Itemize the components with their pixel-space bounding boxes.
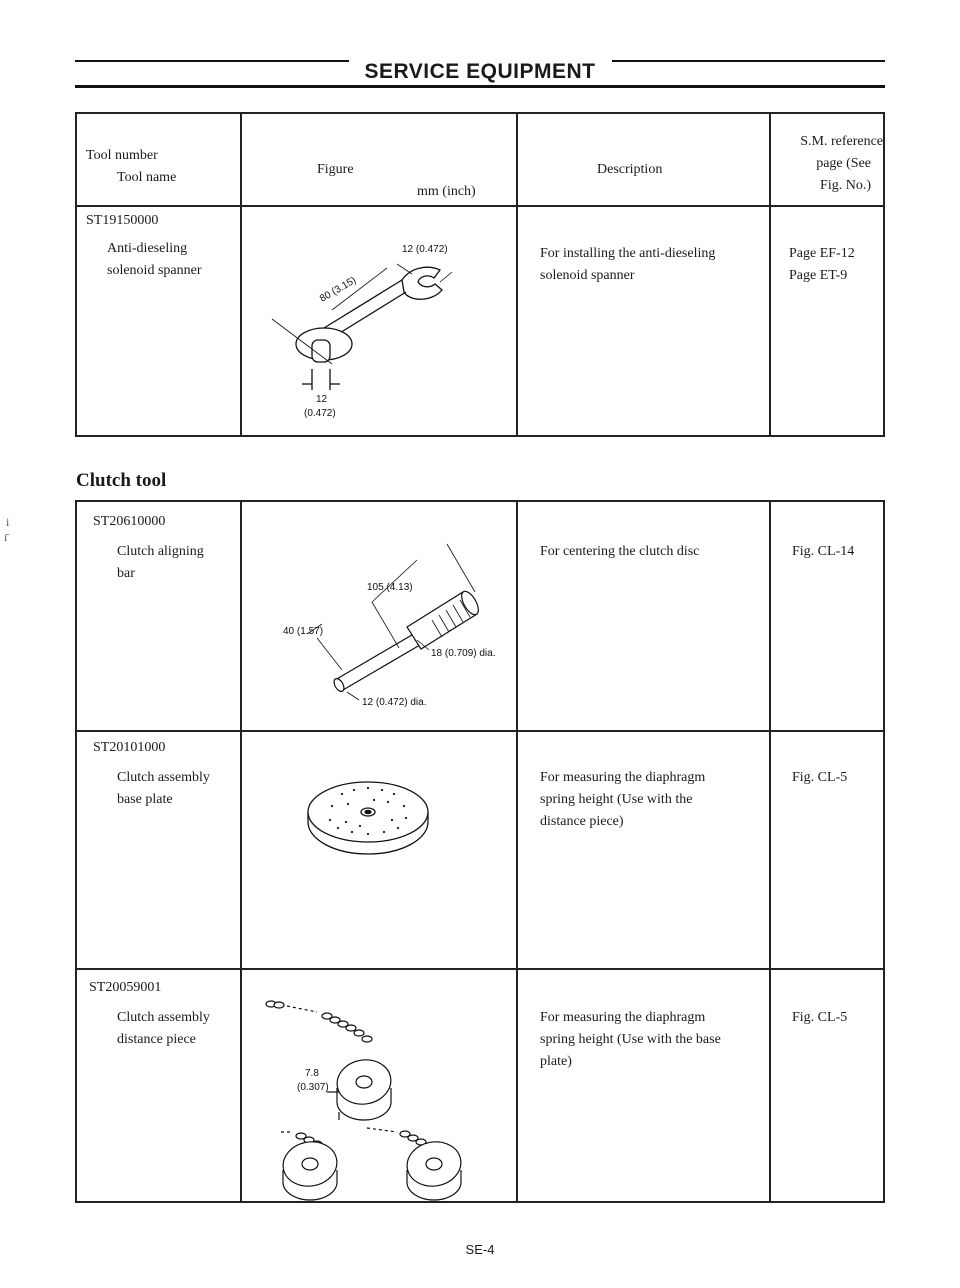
header-figure-unit: mm (inch)	[417, 184, 476, 199]
page-title: SERVICE EQUIPMENT	[0, 60, 960, 84]
column-divider	[769, 502, 771, 1201]
tool-description: For centering the clutch disc	[540, 544, 700, 559]
tool-table-clutch	[75, 500, 885, 1203]
tool-number: ST20059001	[89, 980, 162, 995]
header-tool-number: Tool number	[86, 148, 158, 163]
row-divider	[77, 968, 883, 970]
reference: Fig. CL-5	[792, 1010, 848, 1025]
base-plate-figure	[302, 764, 442, 874]
column-divider	[516, 114, 518, 435]
dimension-label: 40 (1.57)	[283, 626, 324, 637]
tool-number: ST19150000	[86, 213, 159, 228]
tool-description: For measuring the diaphragm	[540, 1010, 706, 1025]
distance-piece-figure	[257, 992, 507, 1202]
header-reference: Fig. No.)	[820, 178, 871, 193]
tool-description: spring height (Use with the	[540, 792, 693, 807]
dimension-label: 105 (4.13)	[367, 582, 413, 593]
page-number: SE-4	[465, 1242, 495, 1257]
tool-description: distance piece)	[540, 814, 624, 829]
column-divider	[240, 502, 242, 1201]
tool-description: solenoid spanner	[540, 268, 635, 283]
header-reference: page (See	[816, 156, 871, 171]
tool-name: solenoid spanner	[107, 263, 202, 278]
tool-name: Clutch assembly	[117, 1010, 210, 1025]
tool-name: base plate	[117, 792, 173, 807]
reference: Fig. CL-14	[792, 544, 855, 559]
margin-mark: ɪ̄	[4, 530, 8, 544]
tool-description: For installing the anti-dieseling	[540, 246, 716, 261]
dimension-label: 80 (3.15)	[318, 275, 359, 305]
spanner-figure	[252, 224, 512, 434]
reference: Fig. CL-5	[792, 770, 848, 785]
tool-number: ST20101000	[93, 740, 166, 755]
header-rule-bottom	[75, 85, 885, 88]
reference: Page EF-12	[789, 246, 855, 261]
tool-description: plate)	[540, 1054, 572, 1069]
row-divider	[77, 730, 883, 732]
tool-table-general	[75, 112, 885, 437]
column-divider	[516, 502, 518, 1201]
dimension-label: 12 (0.472) dia.	[362, 697, 427, 708]
column-divider	[769, 114, 771, 435]
tool-name: Anti-dieseling	[107, 241, 188, 256]
tool-name: Clutch assembly	[117, 770, 210, 785]
dimension-label: (0.472)	[304, 408, 336, 419]
header-reference: S.M. reference	[800, 134, 883, 149]
dimension-label: (0.307)	[297, 1082, 329, 1093]
header-divider	[77, 205, 883, 207]
tool-description: spring height (Use with the base	[540, 1032, 721, 1047]
aligning-bar-figure	[267, 542, 507, 722]
header-tool-name: Tool name	[117, 170, 177, 185]
dimension-label: 12 (0.472)	[402, 244, 448, 255]
reference: Page ET-9	[789, 268, 848, 283]
dimension-label: 18 (0.709) dia.	[431, 648, 496, 659]
header-figure: Figure	[317, 162, 354, 177]
tool-name: Clutch aligning	[117, 544, 204, 559]
tool-name: bar	[117, 566, 135, 581]
tool-description: For measuring the diaphragm	[540, 770, 706, 785]
column-divider	[240, 114, 242, 435]
dimension-label: 7.8	[305, 1068, 319, 1079]
tool-name: distance piece	[117, 1032, 196, 1047]
section-title: Clutch tool	[76, 470, 167, 491]
header-description: Description	[597, 162, 663, 177]
tool-number: ST20610000	[93, 514, 166, 529]
margin-mark: i	[6, 515, 10, 529]
dimension-label: 12	[316, 394, 328, 405]
